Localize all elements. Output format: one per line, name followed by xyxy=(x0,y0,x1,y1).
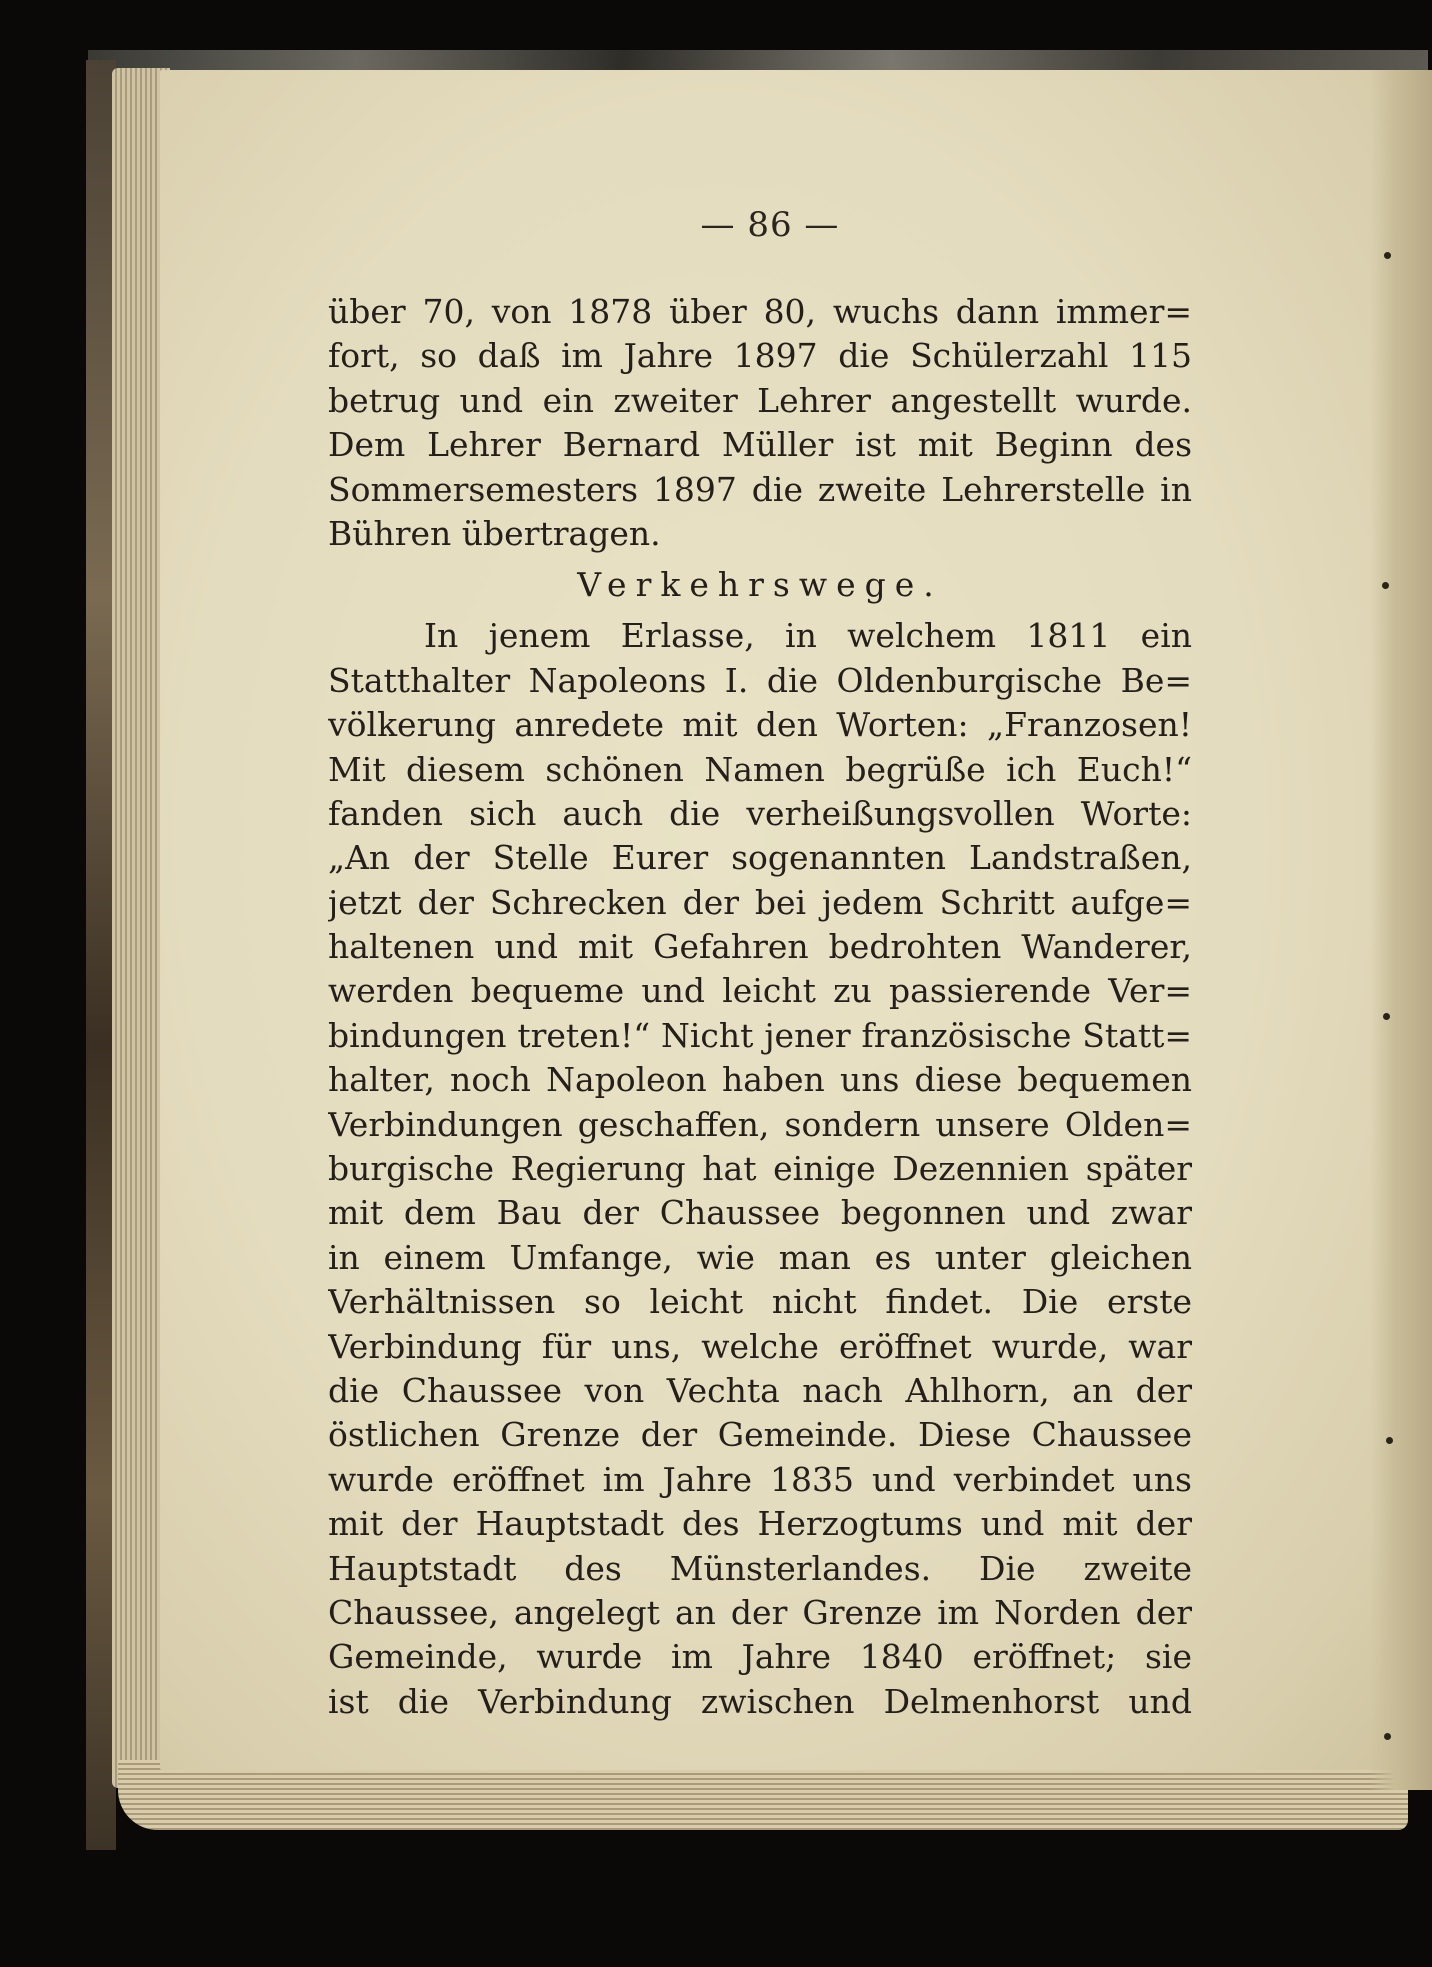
text-line: werden bequeme und leicht zu passierende Ver= xyxy=(328,971,1192,1011)
text-line: burgische Regierung hat einige Dezennien später xyxy=(328,1149,1192,1189)
text-line: In jenem Erlasse, in welchem 1811 ein xyxy=(424,616,1192,656)
text-line: Chaussee, angelegt an der Grenze im Norden der xyxy=(328,1592,1192,1632)
page-number: — 86 — xyxy=(700,205,840,245)
text-line: die Chaussee von Vechta nach Ahlhorn, an der xyxy=(328,1370,1192,1410)
text-line: betrug und ein zweiter Lehrer angestellt wurde. xyxy=(328,380,1192,420)
section-heading: Verkehrswege. xyxy=(577,565,943,605)
text-line: Sommersemesters 1897 die zweite Lehrerstelle in xyxy=(328,469,1192,509)
text-line: „An der Stelle Eurer sogenannten Landstraßen, xyxy=(328,838,1192,878)
page-edges-bottom xyxy=(118,1760,1408,1830)
text-line: bindungen treten!“ Nicht jener französische Statt= xyxy=(328,1015,1192,1055)
binding-stitch-icon xyxy=(1384,1733,1391,1740)
text-line: jetzt der Schrecken der bei jedem Schritt aufge= xyxy=(328,882,1192,922)
paragraph-schule xyxy=(328,290,1192,556)
text-line: über 70, von 1878 über 80, wuchs dann immer= xyxy=(328,292,1192,331)
text-line: haltenen und mit Gefahren bedrohten Wanderer, xyxy=(328,927,1192,967)
text-line: Gemeinde, wurde im Jahre 1840 eröffnet; sie xyxy=(328,1637,1192,1677)
text-line: Verbindungen geschaffen, sondern unsere Olden= xyxy=(328,1104,1192,1144)
text-line: Statthalter Napoleons I. die Oldenburgische Be= xyxy=(328,660,1192,700)
text-line: Dem Lehrer Bernard Müller ist mit Beginn des xyxy=(328,425,1192,465)
text-line: Mit diesem schönen Namen begrüße ich Euch!“ xyxy=(328,749,1192,789)
page-gutter-shadow xyxy=(1370,70,1432,1790)
text-line: Hauptstadt des Münsterlandes. Die zweite xyxy=(328,1548,1192,1588)
binding-stitch-icon xyxy=(1382,582,1389,589)
text-line: wurde eröffnet im Jahre 1835 und verbindet uns xyxy=(328,1459,1192,1499)
text-line: Bühren übertragen. xyxy=(328,513,661,553)
binding-stitch-icon xyxy=(1383,1013,1390,1020)
text-line: fort, so daß im Jahre 1897 die Schülerzahl 115 xyxy=(328,336,1192,376)
binding-stitch-icon xyxy=(1384,252,1391,259)
text-line: mit der Hauptstadt des Herzogtums und mit der xyxy=(328,1504,1192,1544)
paragraph-verkehrswege xyxy=(328,614,1192,1724)
text-line: Verhältnissen so leicht nicht findet. Die erste xyxy=(328,1282,1192,1322)
body-text xyxy=(328,290,1192,1724)
text-line: ist die Verbindung zwischen Delmenhorst und xyxy=(328,1681,1192,1721)
text-line: völkerung anredete mit den Worten: „Franzosen! xyxy=(328,705,1192,745)
text-line: östlichen Grenze der Gemeinde. Diese Chaussee xyxy=(328,1415,1192,1455)
binding-stitch-icon xyxy=(1386,1437,1393,1444)
text-line: halter, noch Napoleon haben uns diese bequemen xyxy=(328,1060,1192,1100)
text-line: Verbindung für uns, welche eröffnet wurde, war xyxy=(328,1326,1192,1366)
text-line: in einem Umfange, wie man es unter gleichen xyxy=(328,1237,1192,1277)
text-line: mit dem Bau der Chaussee begonnen und zwar xyxy=(328,1193,1192,1233)
text-line: fanden sich auch die verheißungsvollen Worte: xyxy=(328,793,1192,833)
